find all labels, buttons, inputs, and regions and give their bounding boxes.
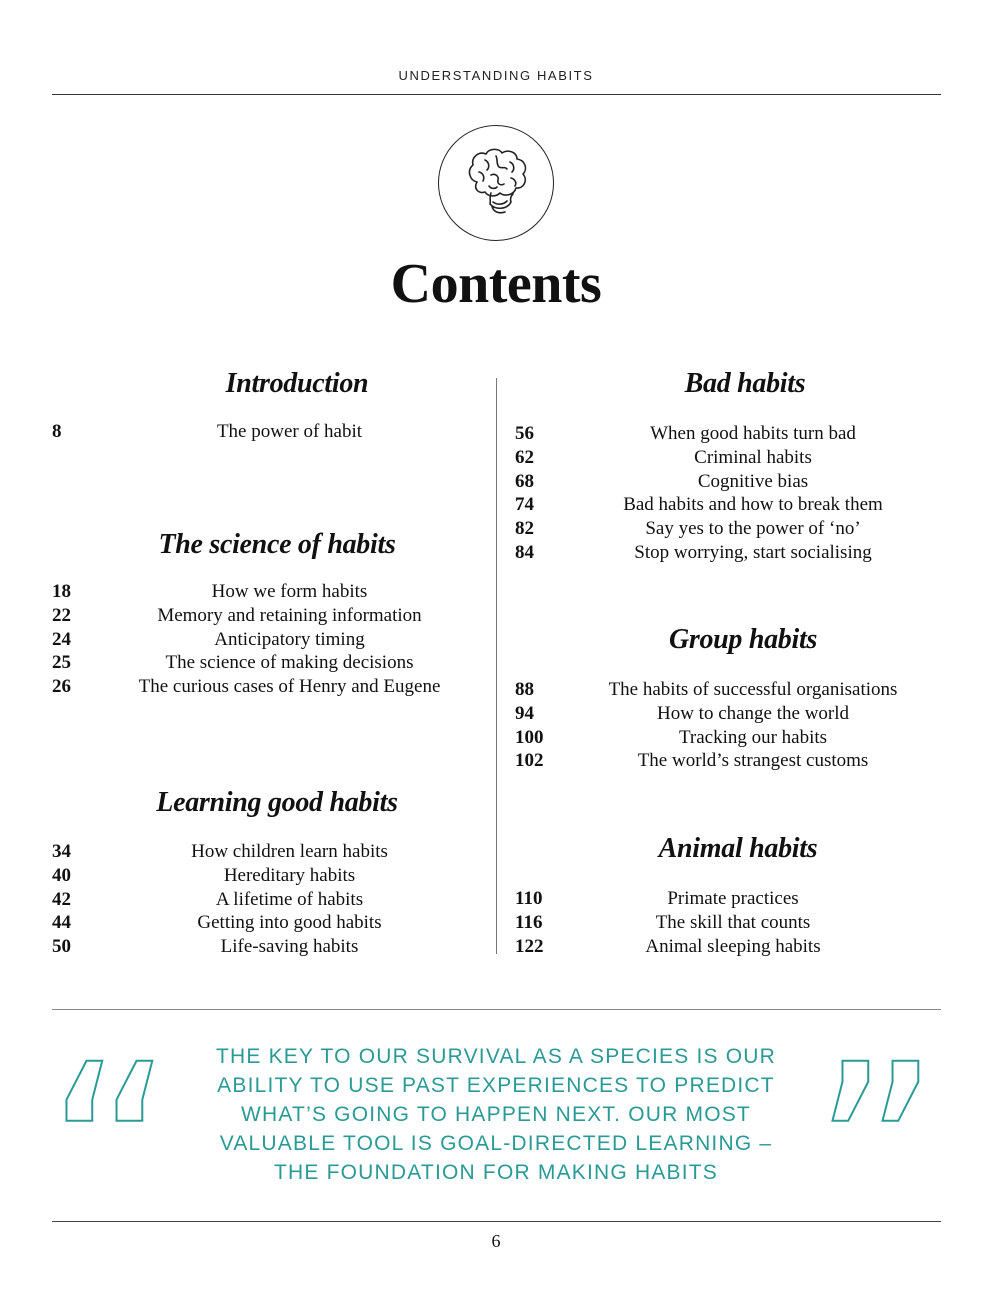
toc-entry[interactable]	[52, 651, 492, 675]
entry-title: The world’s strangest customs	[637, 750, 869, 772]
entry-title: Hereditary habits	[223, 864, 356, 886]
quote-line: THE KEY TO OUR SURVIVAL AS A SPECIES IS OUR	[215, 1045, 777, 1068]
entry-title: Memory and retaining information	[157, 604, 422, 626]
entry-title: Say yes to the power of ‘no’	[645, 518, 861, 540]
pull-quote	[200, 1042, 792, 1187]
page-number: 8	[52, 421, 62, 442]
section-heading-bad-habits: Bad habits	[684, 368, 806, 399]
page-number: 42	[52, 888, 71, 910]
close-quote-mark: ”	[811, 1011, 941, 1302]
toc-entry[interactable]	[515, 702, 945, 726]
page-number: 50	[52, 936, 71, 958]
entry-title: When good habits turn bad	[650, 423, 856, 444]
entry-title: Cognitive bias	[697, 470, 809, 492]
page-number: 34	[52, 841, 71, 862]
toc-entry[interactable]	[52, 911, 492, 935]
brain-head-icon	[455, 142, 539, 226]
toc-entry[interactable]	[515, 422, 945, 446]
section-entries-introduction	[52, 420, 492, 444]
toc-entry[interactable]	[515, 493, 945, 517]
entry-title: Anticipatory timing	[214, 628, 365, 650]
page-number: 56	[515, 423, 534, 444]
page-title: Contents	[390, 253, 602, 315]
section-heading-learning-good-habits: Learning good habits	[156, 787, 398, 818]
entry-title: The curious cases of Henry and Eugene	[138, 676, 441, 698]
entry-title: Animal sleeping habits	[645, 935, 821, 957]
toc-entry[interactable]	[515, 517, 945, 541]
page-number: 68	[515, 470, 534, 492]
toc-entry[interactable]	[515, 749, 945, 773]
section-entries-animal-habits	[515, 887, 945, 958]
toc-entry[interactable]	[515, 678, 945, 702]
section-entries-learning-good-habits	[52, 840, 492, 959]
page-number: 24	[52, 628, 71, 650]
toc-entry[interactable]	[52, 628, 492, 652]
page-number: 102	[515, 750, 544, 772]
page-number: 84	[515, 541, 534, 563]
page-number: 110	[515, 888, 543, 909]
section-entries-bad-habits	[515, 422, 945, 565]
section-heading-introduction: Introduction	[225, 368, 369, 399]
entry-title: Criminal habits	[694, 446, 812, 468]
entry-title: How we form habits	[211, 581, 368, 602]
entry-title: Life-saving habits	[220, 936, 359, 958]
header-rule	[52, 94, 941, 95]
page-number: 18	[52, 581, 71, 602]
section-entries-science-of-habits	[52, 580, 492, 699]
toc-entry[interactable]	[52, 840, 492, 864]
entry-title: Stop worrying, start socialising	[634, 541, 872, 563]
quote-line: THE FOUNDATION FOR MAKING HABITS	[273, 1161, 719, 1184]
toc-entry[interactable]	[52, 580, 492, 604]
entry-title: Tracking our habits	[678, 726, 828, 748]
toc-entry[interactable]	[515, 887, 945, 911]
toc-entry[interactable]	[52, 935, 492, 959]
toc-entry[interactable]	[515, 541, 945, 565]
page-number: 22	[52, 604, 71, 626]
toc-entry[interactable]	[52, 888, 492, 912]
section-heading-group-habits: Group habits	[668, 624, 818, 655]
entry-title: Primate practices	[667, 888, 799, 909]
entry-title: The science of making decisions	[165, 652, 414, 674]
page-number: 116	[515, 911, 543, 933]
toc-entry[interactable]	[52, 675, 492, 699]
quote-line: ABILITY TO USE PAST EXPERIENCES TO PREDICT	[217, 1074, 775, 1097]
toc-entry[interactable]	[515, 935, 945, 959]
toc-entry[interactable]	[52, 604, 492, 628]
quote-line: VALUABLE TOOL IS GOAL-DIRECTED LEARNING –	[219, 1132, 773, 1155]
entry-title: How to change the world	[656, 702, 850, 724]
page-number: 74	[515, 494, 534, 516]
emblem-circle	[438, 125, 554, 241]
toc-entry[interactable]	[52, 420, 492, 444]
entry-title: A lifetime of habits	[215, 888, 364, 910]
page-number: 82	[515, 518, 534, 540]
section-entries-group-habits	[515, 678, 945, 773]
page-number: 122	[515, 935, 544, 957]
entry-title: Getting into good habits	[197, 912, 382, 934]
toc-entry[interactable]	[515, 911, 945, 935]
page-number: 94	[515, 702, 534, 724]
quote-rule	[52, 1009, 941, 1010]
page-number: 62	[515, 446, 534, 468]
toc-entry[interactable]	[52, 864, 492, 888]
page-number: 100	[515, 726, 544, 748]
footer-rule	[52, 1221, 941, 1222]
entry-title: How children learn habits	[191, 841, 388, 862]
page-number: 40	[52, 864, 71, 886]
toc-entry[interactable]	[515, 726, 945, 750]
page-number: 88	[515, 679, 534, 700]
page-number: 44	[52, 912, 71, 934]
entry-title: The habits of successful organisations	[608, 679, 898, 700]
section-heading-science-of-habits: The science of habits	[158, 529, 396, 560]
toc-entry[interactable]	[515, 470, 945, 494]
quote-line: WHAT’S GOING TO HAPPEN NEXT. OUR MOST	[241, 1103, 751, 1126]
section-heading-animal-habits: Animal habits	[658, 833, 818, 864]
entry-title: The power of habit	[216, 421, 363, 442]
entry-title: The skill that counts	[655, 911, 811, 933]
running-head: UNDERSTANDING HABITS	[398, 68, 594, 83]
page-number-footer: 6	[491, 1231, 501, 1251]
entry-title: Bad habits and how to break them	[623, 494, 883, 516]
column-divider	[496, 378, 497, 954]
toc-entry[interactable]	[515, 446, 945, 470]
open-quote-mark: “	[45, 1011, 175, 1302]
page-number: 26	[52, 676, 71, 698]
page-number: 25	[52, 652, 71, 674]
